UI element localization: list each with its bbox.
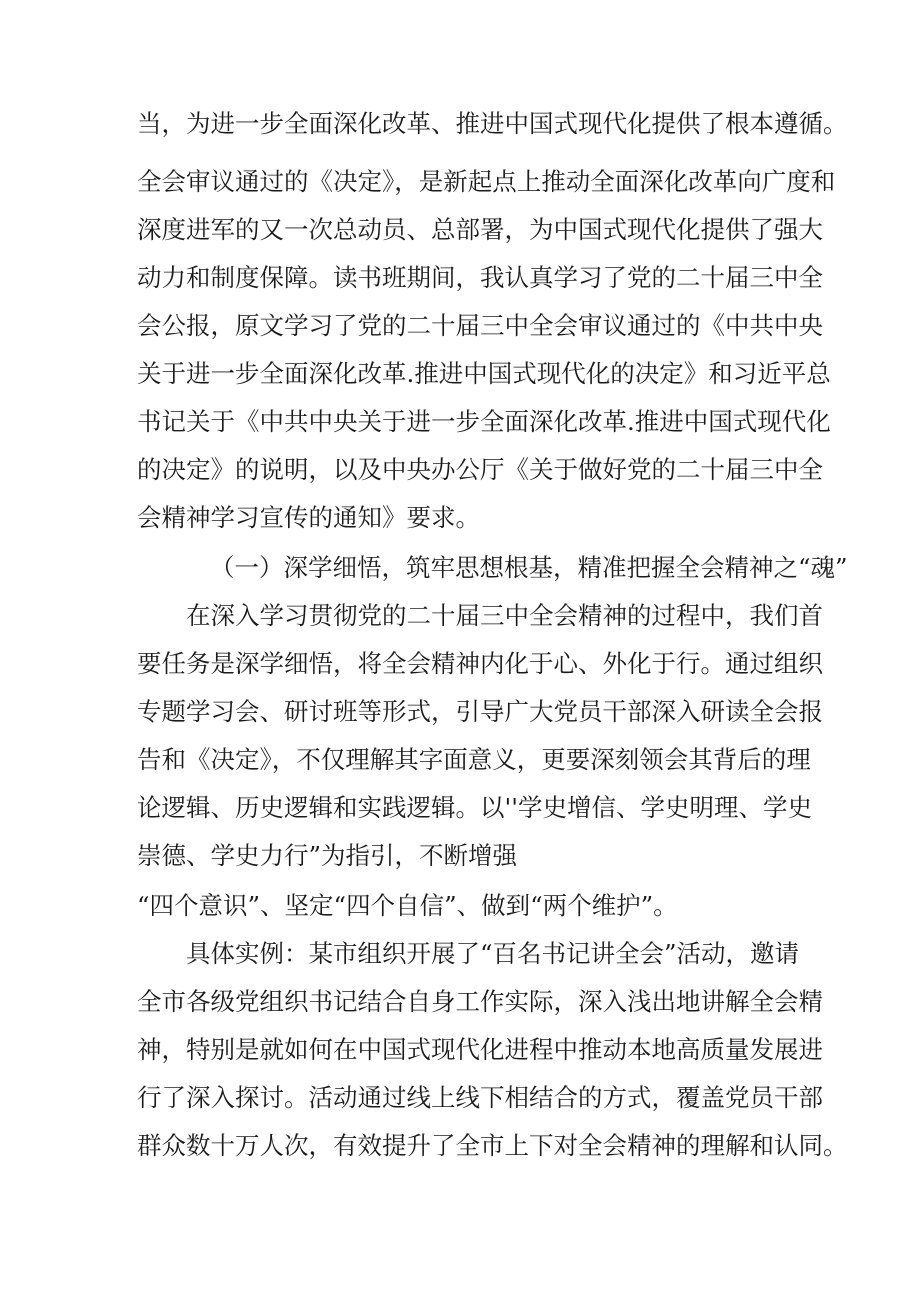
text-line: 在深入学习贯彻党的二十届三中全会精神的过程中，我们首	[186, 601, 823, 630]
text-line: “四个意识”、坚定“四个自信”、做到“两个维护”。	[137, 891, 678, 920]
text-line: 行了深入探讨。活动通过线上线下相结合的方式，覆盖党员干部	[137, 1083, 823, 1112]
text-line: 当，为进一步全面深化改革、推进中国式现代化提供了根本遵循。	[137, 109, 848, 138]
text-line: 专题学习会、研讨班等形式，引导广大党员干部深入研读全会报	[137, 697, 823, 726]
text-line: 告和《决定》，不仅理解其字面意义，更要深刻领会其背后的理	[137, 745, 811, 774]
text-line: 具体实例：某市组织开展了“百名书记讲全会”活动，邀请	[186, 939, 800, 968]
text-line: 神，特别是就如何在中国式现代化进程中推动本地高质量发展进	[137, 1035, 823, 1064]
text-line: 的决定》的说明，以及中央办公厅《关于做好党的二十届三中全	[137, 455, 823, 484]
text-line: 关于进一步全面深化改革.推进中国式现代化的决定》和习近平总	[137, 359, 831, 388]
text-line: 会公报，原文学习了党的二十届三中全会审议通过的《中共中央	[137, 311, 823, 340]
text-line: 全会审议通过的《决定》，是新起点上推动全面深化改革向广度和	[137, 167, 836, 196]
text-line: 书记关于《中共中央关于进一步全面深化改革.推进中国式现代化	[137, 407, 831, 436]
text-line: 会精神学习宣传的通知》要求。	[137, 503, 480, 532]
text-line: 论逻辑、历史逻辑和实践逻辑。以''学史增信、学史明理、学史	[137, 793, 812, 822]
text-line: 全市各级党组织书记结合自身工作实际，深入浅出地讲解全会精	[137, 987, 823, 1016]
text-line: 动力和制度保障。读书班期间，我认真学习了党的二十届三中全	[137, 263, 823, 292]
section-heading: （一）深学细悟，筑牢思想根基，精准把握全会精神之“魂”	[210, 553, 848, 582]
text-line: 群众数十万人次，有效提升了全市上下对全会精神的理解和认同。	[137, 1131, 848, 1160]
text-line: 深度进军的又一次总动员、总部署，为中国式现代化提供了强大	[137, 215, 823, 244]
text-line: 崇德、学史力行”为指引，不断增强	[137, 841, 518, 870]
text-line: 要任务是深学细悟，将全会精神内化于心、外化于行。通过组织	[137, 649, 823, 678]
